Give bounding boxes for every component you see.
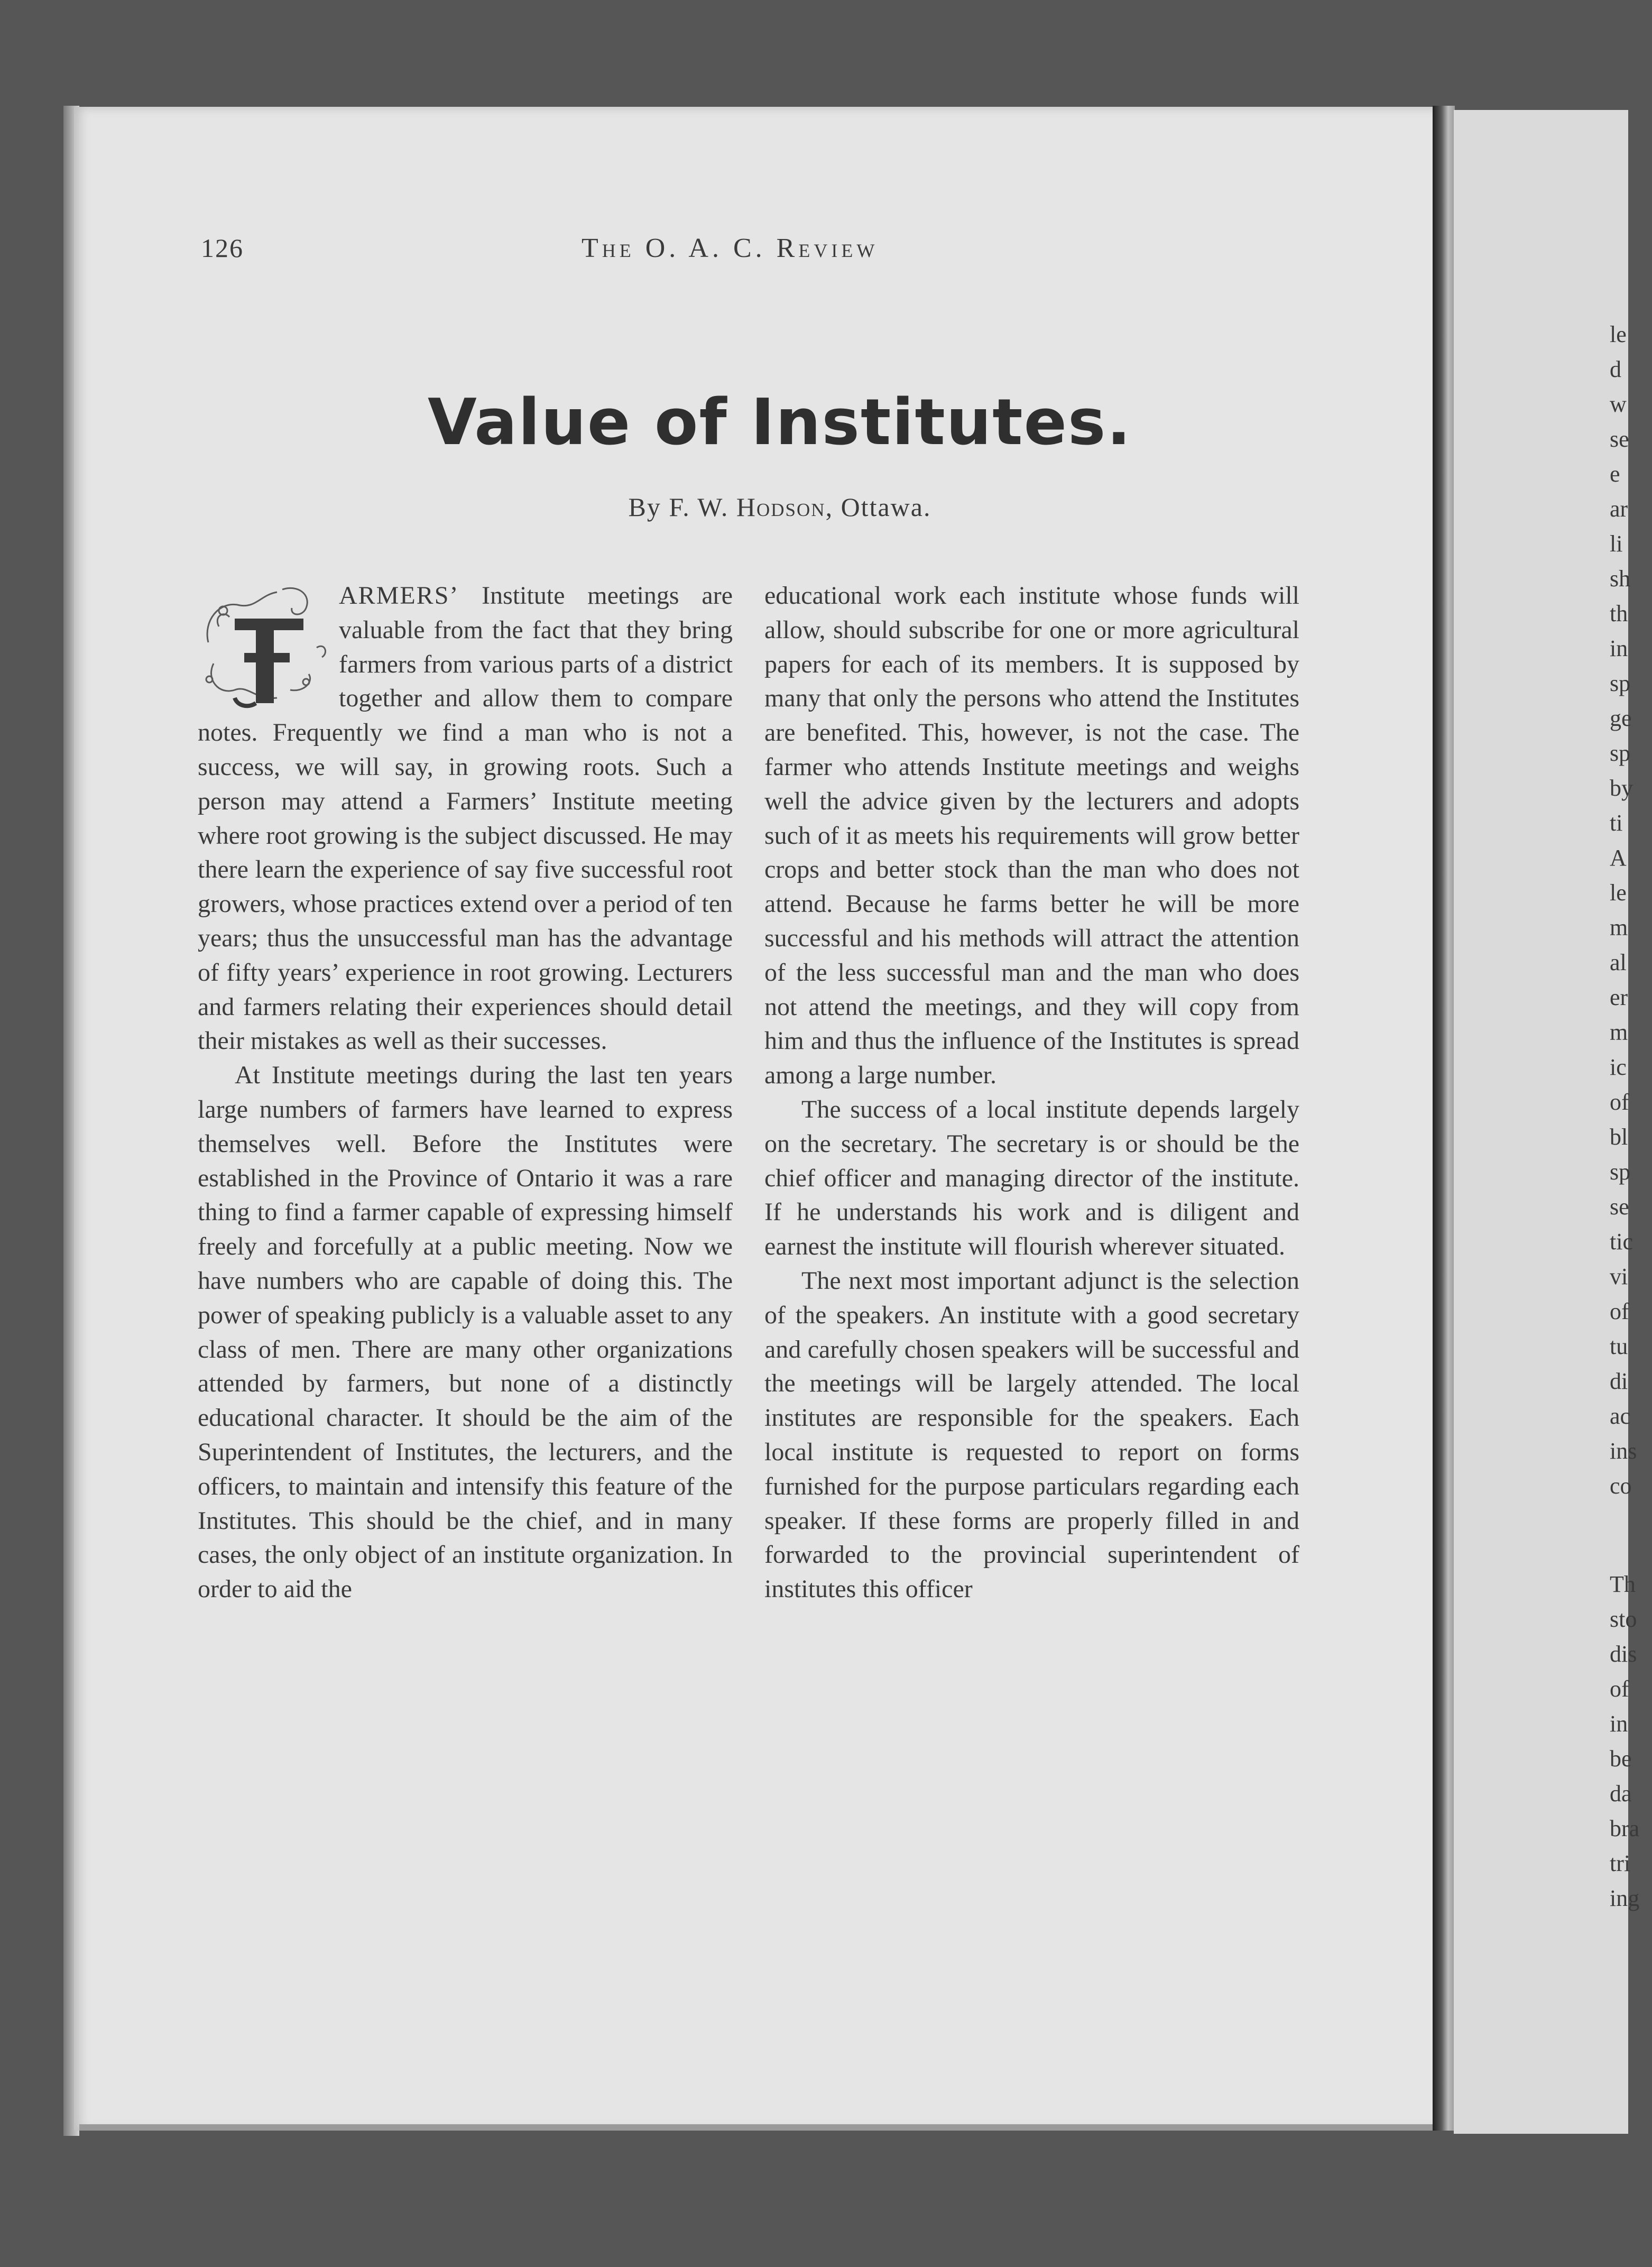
facing-page-fragment: co: [1610, 1473, 1632, 1499]
facing-page-fragment: m: [1610, 915, 1628, 941]
byline-author: F. W. Hodson: [669, 492, 826, 522]
facing-page-fragment: er: [1610, 984, 1628, 1010]
facing-page-fragment: w: [1610, 391, 1627, 417]
page-number: 126: [201, 233, 244, 263]
facing-page-fragment: al: [1610, 950, 1627, 975]
paragraph: [198, 579, 733, 1058]
ornamental-drop-cap: [198, 579, 333, 711]
journal-title: The O. A. C. Review: [582, 233, 879, 263]
facing-page-fragment: ic: [1610, 1054, 1627, 1080]
facing-page-fragment: ge: [1610, 705, 1632, 731]
byline-prefix: By: [628, 492, 669, 522]
facing-page-fragment: vi: [1610, 1264, 1628, 1289]
facing-page-fragment: ing: [1610, 1885, 1640, 1911]
facing-page-fragment: le: [1610, 321, 1627, 347]
facing-page-fragment: tic: [1610, 1229, 1633, 1255]
facing-page-fragment: in: [1610, 635, 1628, 661]
facing-page-fragment: e: [1610, 461, 1620, 487]
facing-page-fragment: m: [1610, 1019, 1628, 1045]
facing-page-fragment: tu: [1610, 1333, 1628, 1359]
facing-page-fragment: sp: [1610, 1159, 1631, 1185]
paragraph: The success of a local institute depends largely on the secretary. The secretary is or should be the chief officer and managing director of the institute. If he understands his work and is diligent and earnest the institute will flourish wherever situated.: [764, 1095, 1299, 1261]
facing-page-fragment: di: [1610, 1368, 1628, 1394]
left-column: [198, 579, 733, 1607]
paragraph-1-text: Institute meetings are valuable from the fact that they bring farmers from various parts of a district together and allow them to compare notes. Frequently we find a man who is not a success, we will say, in growing roots. Such a person may attend a Farmers’ Institute meeting where root growing is the subject discussed. He may there learn the experience of say five successful root growers, whose practices extend over a period of ten years; thus the unsuccessful man has the advantage of fifty years’ experience in root growing. Lecturers and farmers relating their experiences should detail their mistakes as well as their successes.: [198, 582, 733, 1055]
running-header: [201, 233, 1364, 270]
facing-page-fragment: bra: [1610, 1816, 1640, 1841]
facing-page: [1454, 110, 1640, 2134]
facing-page-fragment: sto: [1610, 1606, 1637, 1632]
facing-page-fragment: ar: [1610, 496, 1628, 522]
facing-page-fragment: A: [1610, 845, 1627, 871]
lead-in: ARMERS’: [339, 582, 459, 610]
facing-page-fragment: dis: [1610, 1641, 1637, 1667]
facing-page-fragment: bl: [1610, 1124, 1628, 1150]
facing-page-fragment: da: [1610, 1781, 1632, 1807]
right-column: [764, 579, 1299, 1607]
facing-page-fragment: of: [1610, 1298, 1629, 1324]
book-gutter: [1433, 106, 1455, 2131]
facing-page-fragment: se: [1610, 426, 1629, 452]
page-bottom-edge: [79, 2124, 1433, 2131]
facing-page-fragment: tri: [1610, 1850, 1631, 1876]
facing-page-fragment: in: [1610, 1711, 1628, 1737]
byline-suffix: , Ottawa.: [825, 492, 931, 522]
facing-page-fragment: of: [1610, 1676, 1629, 1702]
facing-page-fragment: sp: [1610, 670, 1631, 696]
facing-page-fragment: sp: [1610, 740, 1631, 766]
facing-page-fragment: sh: [1610, 566, 1631, 592]
facing-page-fragment: ti: [1610, 810, 1623, 836]
facing-page-fragment: li: [1610, 531, 1623, 557]
article-title: Value of Institutes.: [428, 386, 1132, 459]
facing-page-fragment: by: [1610, 775, 1633, 801]
facing-page-fragment: be: [1610, 1746, 1632, 1772]
facing-page-fragment: le: [1610, 880, 1627, 906]
facing-page-fragment: Th: [1610, 1571, 1636, 1597]
paragraph: educational work each institute whose funds will allow, should subscribe for one or more agricultural papers for each of its members. It is supposed by many that only the persons who attend the Institutes are benefited. This, however, is not the case. The farmer who attends Institute meetings and weighs well the advice given by the lecturers and adopts such of it as meets his requirements will grow better crops and better stock than the man who does not attend. Because he farms better he will be more successful and his methods will attract the attention of the less successful man and the man who does not attend the meetings, and they will copy from him and thus the influence of the Institutes is spread among a large number.: [764, 582, 1299, 1090]
byline: [201, 492, 1359, 522]
paragraph: The next most important adjunct is the selection of the speakers. An institute with a good secretary and carefully chosen speakers will be successful and the meetings will be largely attended. The local institutes are responsible for the speakers. Each local institute is requested to report on forms furnished for the purpose particulars regarding each speaker. If these forms are properly filled in and forwarded to the provincial superintendent of institutes this officer: [764, 1266, 1299, 1604]
facing-page-fragment: se: [1610, 1194, 1629, 1220]
facing-page-fragment: ins: [1610, 1438, 1637, 1464]
facing-page-fragment: d: [1610, 356, 1621, 382]
paragraph: At Institute meetings during the last ten years large numbers of farmers have learned to express themselves well. Before the Institutes were established in the Province of Ontario it was a rare thing to find a farmer capable of expressing himself freely and forcefully at a public meeting. Now we have numbers who are capable of doing this. The power of speaking publicly is a valuable asset to any class of men. There are many other organizations attended by farmers, but none of a distinctly educational character. It should be the aim of the Superintendent of Institutes, the lecturers, and the officers, to maintain and intensify this feature of the Institutes. This should be the chief, and in many cases, the only object of an institute organization. In order to aid the: [198, 1061, 733, 1604]
facing-page-fragment: of: [1610, 1089, 1629, 1115]
facing-page-fragment: th: [1610, 601, 1628, 626]
facing-page-fragment: ac: [1610, 1403, 1631, 1429]
